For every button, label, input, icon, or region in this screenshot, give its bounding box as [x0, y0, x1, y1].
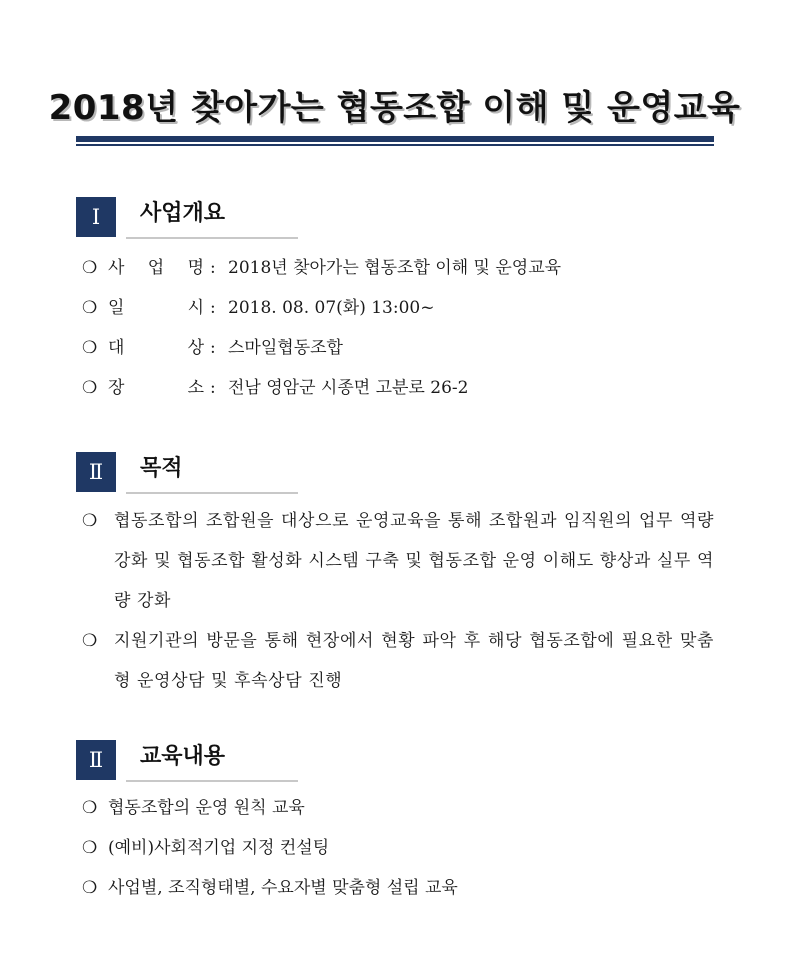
section-numeral-box: Ⅰ: [76, 197, 116, 237]
section-underline: [126, 492, 298, 494]
bullet-circle-icon: ❍: [82, 878, 98, 898]
label-char: 시: [187, 298, 204, 318]
label-char: 업: [147, 258, 165, 278]
label-char: 명: [187, 258, 204, 278]
label-char: 상: [187, 338, 204, 358]
curriculum-text: 사업별, 조직형태별, 수요자별 맞춤형 설립 교육: [108, 878, 458, 898]
purpose-text: 협동조합의 조합원을 대상으로 운영교육을 통해 조합원과 임직원의 업무 역량 강화 및 협동조합 활성화 시스템 구축 및 협동조합 운영 이해도 향상과 실무 역량 강화: [114, 511, 714, 611]
section-numeral-box: Ⅱ: [76, 452, 116, 492]
info-colon: :: [210, 378, 216, 398]
purpose-paragraph: [82, 501, 714, 621]
label-char: 일: [108, 298, 125, 318]
info-value: 2018년 찾아가는 협동조합 이해 및 운영교육: [228, 258, 562, 278]
document-title: 2018년 찾아가는 협동조합 이해 및 운영교육: [48, 88, 741, 128]
title-rule-thick: [76, 136, 714, 142]
section-underline: [126, 780, 298, 782]
bullet-circle-icon: ❍: [82, 511, 98, 531]
section-header-curriculum: [76, 740, 298, 782]
section-title: 교육내용: [140, 744, 226, 769]
info-label: [108, 375, 204, 401]
bullet-circle-icon: ❍: [82, 631, 98, 651]
info-colon: :: [210, 258, 216, 278]
bullet-circle-icon: ❍: [82, 838, 98, 858]
info-label: [108, 255, 204, 281]
info-value: 스마일협동조합: [228, 338, 343, 358]
bullet-circle-icon: ❍: [82, 378, 98, 398]
curriculum-text: (예비)사회적기업 지정 컨설팅: [108, 838, 330, 858]
curriculum-text: 협동조합의 운영 원칙 교육: [108, 798, 305, 818]
bullet-circle-icon: ❍: [82, 258, 98, 278]
purpose-paragraph: [82, 621, 714, 701]
info-value: 2018. 08. 07(화) 13:00~: [228, 298, 435, 318]
section-numeral-box: Ⅱ: [76, 740, 116, 780]
title-rule-thin: [76, 144, 714, 146]
section-title: 사업개요: [140, 201, 226, 226]
label-char: 대: [108, 338, 125, 358]
bullet-circle-icon: ❍: [82, 298, 98, 318]
purpose-list: [82, 501, 714, 701]
info-colon: :: [210, 298, 216, 318]
section-title: 목적: [140, 456, 183, 481]
section-header-overview: [76, 197, 298, 239]
label-char: 사: [108, 258, 125, 278]
bullet-circle-icon: ❍: [82, 338, 98, 358]
section-header-purpose: [76, 452, 298, 494]
label-char: 소: [187, 378, 204, 398]
info-value: 전남 영암군 시종면 고분로 26-2: [228, 378, 469, 398]
bullet-circle-icon: ❍: [82, 798, 98, 818]
info-label: [108, 295, 204, 321]
info-colon: :: [210, 338, 216, 358]
label-char: 장: [108, 378, 125, 398]
purpose-text: 지원기관의 방문을 통해 현장에서 현황 파악 후 해당 협동조합에 필요한 맞춤형 운영상담 및 후속상담 진행: [114, 631, 714, 691]
section-underline: [126, 237, 298, 239]
info-label: [108, 335, 204, 361]
